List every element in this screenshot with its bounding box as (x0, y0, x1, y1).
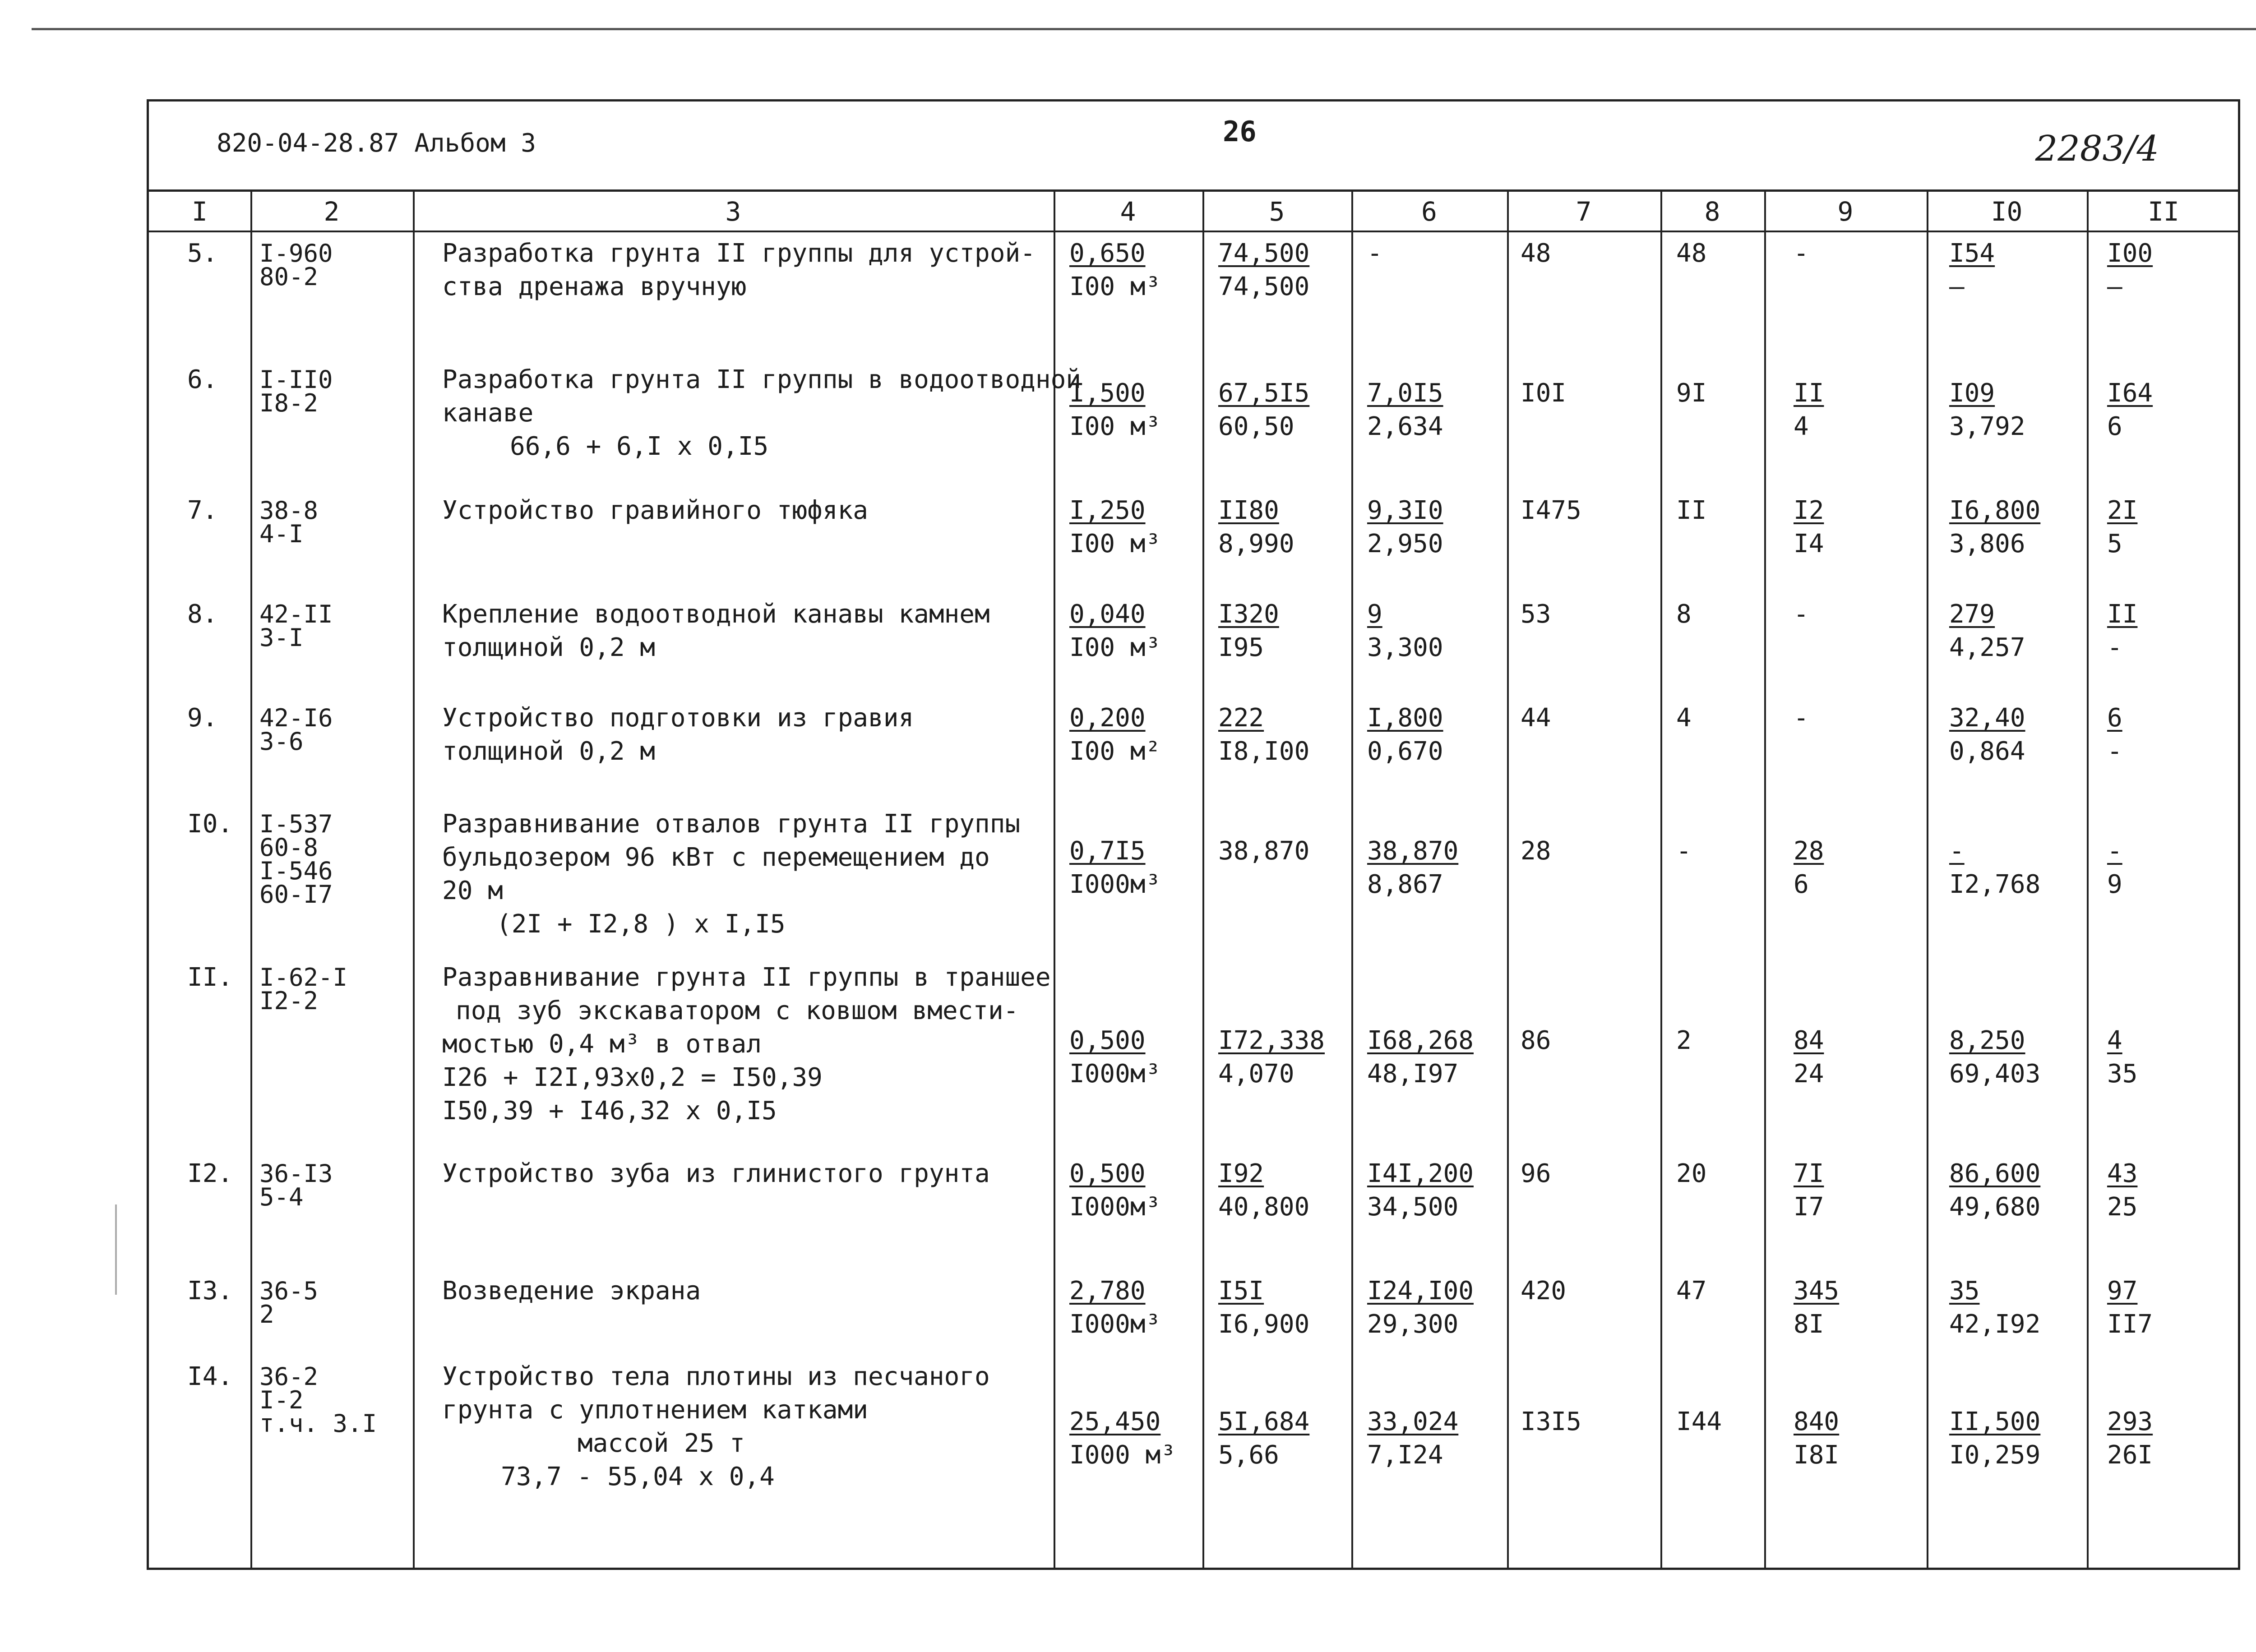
value-top: 38,870 (1218, 836, 1310, 866)
value-bottom: I4 (1794, 529, 1824, 558)
row-number: I3. (187, 1276, 233, 1306)
work-description: канаве (442, 398, 534, 428)
value-top: 35 (1949, 1276, 1980, 1306)
value-bottom: I2,768 (1949, 870, 2041, 899)
value-top: 43 (2107, 1159, 2138, 1188)
value-top: II,500 (1949, 1407, 2041, 1436)
value-col7: I3I5 (1521, 1407, 1581, 1436)
column-header: I0 (1991, 196, 2023, 227)
value-bottom: 40,800 (1218, 1192, 1310, 1222)
value-top: - (1794, 703, 1809, 733)
value-top: - (1949, 836, 1965, 866)
value-top: 5I,684 (1218, 1407, 1310, 1436)
value-bottom: I00 м³ (1069, 633, 1161, 662)
value-col8: 2 (1676, 1026, 1692, 1055)
value-top: I,800 (1367, 703, 1443, 733)
work-description: (2I + I2,8 ) x I,I5 (496, 909, 786, 939)
norm-code: I-II0 (259, 365, 333, 394)
value-top: 0,650 (1069, 239, 1146, 268)
value-bottom: 8,990 (1218, 529, 1294, 558)
value-col7: 53 (1521, 600, 1551, 629)
value-top: 0,500 (1069, 1159, 1146, 1188)
value-bottom: I95 (1218, 633, 1264, 662)
value-bottom: - (2107, 737, 2122, 766)
value-top: II80 (1218, 496, 1279, 525)
value-bottom: 7,I24 (1367, 1440, 1443, 1470)
document-sheet (147, 99, 2240, 1570)
value-bottom: 42,I92 (1949, 1310, 2041, 1339)
value-bottom: 49,680 (1949, 1192, 2041, 1222)
value-top: 74,500 (1218, 239, 1310, 268)
value-bottom: 4,070 (1218, 1059, 1294, 1089)
norm-code: 60-8 (259, 833, 319, 862)
work-description: 66,6 + 6,I x 0,I5 (510, 432, 769, 461)
row-number: I0. (187, 809, 233, 839)
column-divider (1507, 192, 1509, 1568)
column-header: 4 (1120, 196, 1136, 227)
value-top: 7,0I5 (1367, 378, 1443, 408)
value-col8: II (1676, 496, 1707, 525)
value-bottom: I00 м³ (1069, 412, 1161, 441)
norm-code: 38-8 (259, 496, 319, 525)
value-col7: 28 (1521, 836, 1551, 866)
work-description: грунта с уплотнением катками (442, 1395, 869, 1425)
column-divider (250, 192, 252, 1568)
norm-code: 3-6 (259, 727, 304, 756)
work-description: Разравнивание грунта II группы в траншее (442, 963, 1051, 992)
value-bottom: 5 (2107, 529, 2122, 558)
row-number: 7. (187, 496, 218, 525)
work-description: ства дренажа вручную (442, 272, 747, 301)
value-bottom: — (1949, 272, 1965, 301)
work-description: Устройство гравийного тюфяка (442, 496, 869, 525)
value-top: I4I,200 (1367, 1159, 1474, 1188)
column-header: 3 (725, 196, 741, 227)
value-col7: I0I (1521, 378, 1567, 408)
value-col8: - (1676, 836, 1692, 866)
value-top: 345 (1794, 1276, 1840, 1306)
value-top: 2,780 (1069, 1276, 1146, 1306)
value-col7: 96 (1521, 1159, 1551, 1188)
column-header: II (2148, 196, 2179, 227)
value-top: II (1794, 378, 1824, 408)
value-bottom: 6 (2107, 412, 2122, 441)
value-bottom: I7 (1794, 1192, 1824, 1222)
value-col8: 47 (1676, 1276, 1707, 1306)
value-top: I2 (1794, 496, 1824, 525)
value-top: I72,338 (1218, 1026, 1325, 1055)
sheet-header (149, 102, 2238, 192)
page-number: 26 (1223, 115, 1257, 148)
value-bottom: I00 м³ (1069, 272, 1161, 301)
value-col7: 48 (1521, 239, 1551, 268)
column-header: I (192, 196, 208, 227)
value-top: 279 (1949, 600, 1995, 629)
value-bottom: 35 (2107, 1059, 2138, 1089)
work-description: 20 м (442, 876, 503, 905)
norm-code: 36-2 (259, 1362, 319, 1391)
column-header: 7 (1576, 196, 1592, 227)
value-bottom: I8I (1794, 1440, 1840, 1470)
value-top: I,250 (1069, 496, 1146, 525)
norm-code: 3-I (259, 623, 304, 652)
value-bottom: 3,300 (1367, 633, 1443, 662)
value-bottom: 25 (2107, 1192, 2138, 1222)
value-top: 6 (2107, 703, 2122, 733)
value-top: 9,3I0 (1367, 496, 1443, 525)
top-edge-line (32, 28, 2256, 30)
value-top: 28 (1794, 836, 1824, 866)
work-description: 73,7 - 55,04 x 0,4 (501, 1462, 775, 1491)
work-description: I50,39 + I46,32 x 0,I5 (442, 1096, 777, 1126)
work-description: массой 25 т (578, 1429, 745, 1458)
work-description: Устройство зуба из глинистого грунта (442, 1159, 990, 1188)
value-top: - (1794, 239, 1809, 268)
value-bottom: 34,500 (1367, 1192, 1459, 1222)
row-number: I4. (187, 1362, 233, 1391)
value-top: II (2107, 600, 2138, 629)
column-divider (1927, 192, 1928, 1568)
value-col7: I475 (1521, 496, 1581, 525)
work-description: Устройство тела плотины из песчаного (442, 1362, 990, 1391)
value-bottom: 24 (1794, 1059, 1824, 1089)
value-bottom: 26I (2107, 1440, 2153, 1470)
column-divider (1351, 192, 1353, 1568)
value-top: 0,7I5 (1069, 836, 1146, 866)
norm-code: 80-2 (259, 263, 319, 291)
value-top: 25,450 (1069, 1407, 1161, 1436)
value-top: I6,800 (1949, 496, 2041, 525)
norm-code: I-2 (259, 1386, 304, 1414)
value-col8: 4 (1676, 703, 1692, 733)
value-bottom: 2,634 (1367, 412, 1443, 441)
value-bottom: 29,300 (1367, 1310, 1459, 1339)
value-bottom: I000м³ (1069, 1310, 1161, 1339)
norm-code: т.ч. 3.I (259, 1409, 377, 1438)
value-top: I5I (1218, 1276, 1264, 1306)
column-header: 8 (1704, 196, 1720, 227)
value-top: 8,250 (1949, 1026, 2025, 1055)
norm-code: I-960 (259, 239, 333, 268)
value-top: 4 (2107, 1026, 2122, 1055)
work-description: мостью 0,4 м³ в отвал (442, 1029, 762, 1059)
value-top: 840 (1794, 1407, 1840, 1436)
work-description: под зуб экскаватором с ковшом вмести- (456, 996, 1019, 1025)
work-description: Разработка грунта II группы для устрой- (442, 239, 1036, 268)
value-col8: 20 (1676, 1159, 1707, 1188)
norm-code: I-546 (259, 857, 333, 885)
value-bottom: 8I (1794, 1310, 1824, 1339)
row-number: 9. (187, 703, 218, 733)
column-header: 2 (324, 196, 340, 227)
work-description: Крепление водоотводной канавы камнем (442, 600, 990, 629)
work-description: толщиной 0,2 м (442, 737, 656, 766)
norm-code: I-62-I (259, 963, 348, 992)
value-top: 38,870 (1367, 836, 1459, 866)
value-bottom: I000 м³ (1069, 1440, 1176, 1470)
sheet-id: 2283/4 (2035, 129, 2159, 169)
doc-code: 820-04-28.87 Альбом 3 (217, 129, 536, 158)
row-number: 6. (187, 365, 218, 394)
value-bottom: — (2107, 272, 2122, 301)
value-top: - (1367, 239, 1382, 268)
norm-code: 2 (259, 1300, 274, 1329)
value-top: I00 (2107, 239, 2153, 268)
value-top: I320 (1218, 600, 1279, 629)
value-bottom: 6 (1794, 870, 1809, 899)
value-bottom: 9 (2107, 870, 2122, 899)
value-bottom: I00 м² (1069, 737, 1161, 766)
row-number: I2. (187, 1159, 233, 1188)
row-number: 5. (187, 239, 218, 268)
norm-code: I2-2 (259, 987, 319, 1015)
value-bottom: 3,806 (1949, 529, 2025, 558)
value-bottom: I00 м³ (1069, 529, 1161, 558)
column-divider (1660, 192, 1662, 1568)
value-top: 86,600 (1949, 1159, 2041, 1188)
value-top: I68,268 (1367, 1026, 1474, 1055)
value-top: I09 (1949, 378, 1995, 408)
column-header: 6 (1421, 196, 1437, 227)
value-top: 33,024 (1367, 1407, 1459, 1436)
value-bottom: 74,500 (1218, 272, 1310, 301)
value-bottom: 60,50 (1218, 412, 1294, 441)
value-col8: 8 (1676, 600, 1692, 629)
value-bottom: 8,867 (1367, 870, 1443, 899)
norm-code: 42-II (259, 600, 333, 628)
value-col8: I44 (1676, 1407, 1722, 1436)
value-top: 0,200 (1069, 703, 1146, 733)
column-divider (1054, 192, 1055, 1568)
column-header: 9 (1837, 196, 1854, 227)
norm-code: 36-5 (259, 1277, 319, 1305)
column-divider (413, 192, 415, 1568)
work-description: Разработка грунта II группы в водоотводной (442, 365, 1082, 394)
work-description: Устройство подготовки из гравия (442, 703, 914, 733)
value-top: I24,I00 (1367, 1276, 1474, 1306)
value-top: I92 (1218, 1159, 1264, 1188)
row-number: 8. (187, 600, 218, 629)
work-description: Возведение экрана (442, 1276, 701, 1306)
column-divider (2087, 192, 2089, 1568)
value-bottom: I8,I00 (1218, 737, 1310, 766)
value-bottom: 3,792 (1949, 412, 2025, 441)
margin-mark (115, 1204, 117, 1295)
norm-code: I8-2 (259, 389, 319, 417)
norm-code: 42-I6 (259, 704, 333, 732)
value-bottom: I000м³ (1069, 1059, 1161, 1089)
work-description: толщиной 0,2 м (442, 633, 656, 662)
value-top: I,500 (1069, 378, 1146, 408)
value-bottom: 5,66 (1218, 1440, 1279, 1470)
value-top: 84 (1794, 1026, 1824, 1055)
value-bottom: 4,257 (1949, 633, 2025, 662)
value-bottom: I6,900 (1218, 1310, 1310, 1339)
value-top: 0,500 (1069, 1026, 1146, 1055)
value-top: I54 (1949, 239, 1995, 268)
work-description: бульдозером 96 кВт с перемещением до (442, 843, 990, 872)
norm-code: 60-I7 (259, 880, 333, 909)
value-top: - (2107, 836, 2122, 866)
value-bottom: 4 (1794, 412, 1809, 441)
value-bottom: 48,I97 (1367, 1059, 1459, 1089)
norm-code: 4-I (259, 520, 304, 548)
value-bottom: 2,950 (1367, 529, 1443, 558)
value-bottom: II7 (2107, 1310, 2153, 1339)
column-header: 5 (1269, 196, 1285, 227)
work-description: Разравнивание отвалов грунта II группы (442, 809, 1021, 839)
row-number: II. (187, 963, 233, 992)
value-bottom: - (2107, 633, 2122, 662)
norm-code: 5-4 (259, 1183, 304, 1211)
column-divider (1764, 192, 1766, 1568)
value-col8: 48 (1676, 239, 1707, 268)
value-bottom: I0,259 (1949, 1440, 2041, 1470)
value-top: 293 (2107, 1407, 2153, 1436)
value-bottom: 0,670 (1367, 737, 1443, 766)
value-top: I64 (2107, 378, 2153, 408)
value-top: 9 (1367, 600, 1382, 629)
value-top: 97 (2107, 1276, 2138, 1306)
value-col7: 420 (1521, 1276, 1567, 1306)
value-top: 7I (1794, 1159, 1824, 1188)
value-top: 2I (2107, 496, 2138, 525)
value-bottom: 69,403 (1949, 1059, 2041, 1089)
value-top: 67,5I5 (1218, 378, 1310, 408)
norm-code: 36-I3 (259, 1159, 333, 1188)
value-bottom: I000м³ (1069, 870, 1161, 899)
column-divider (1202, 192, 1204, 1568)
value-top: 222 (1218, 703, 1264, 733)
value-bottom: 0,864 (1949, 737, 2025, 766)
value-top: - (1794, 600, 1809, 629)
value-top: 0,040 (1069, 600, 1146, 629)
norm-code: I-537 (259, 810, 333, 838)
value-col7: 44 (1521, 703, 1551, 733)
value-col7: 86 (1521, 1026, 1551, 1055)
value-col8: 9I (1676, 378, 1707, 408)
value-bottom: I000м³ (1069, 1192, 1161, 1222)
work-description: I26 + I2I,93x0,2 = I50,39 (442, 1063, 823, 1092)
column-header-row (149, 192, 2238, 232)
value-top: 32,40 (1949, 703, 2025, 733)
